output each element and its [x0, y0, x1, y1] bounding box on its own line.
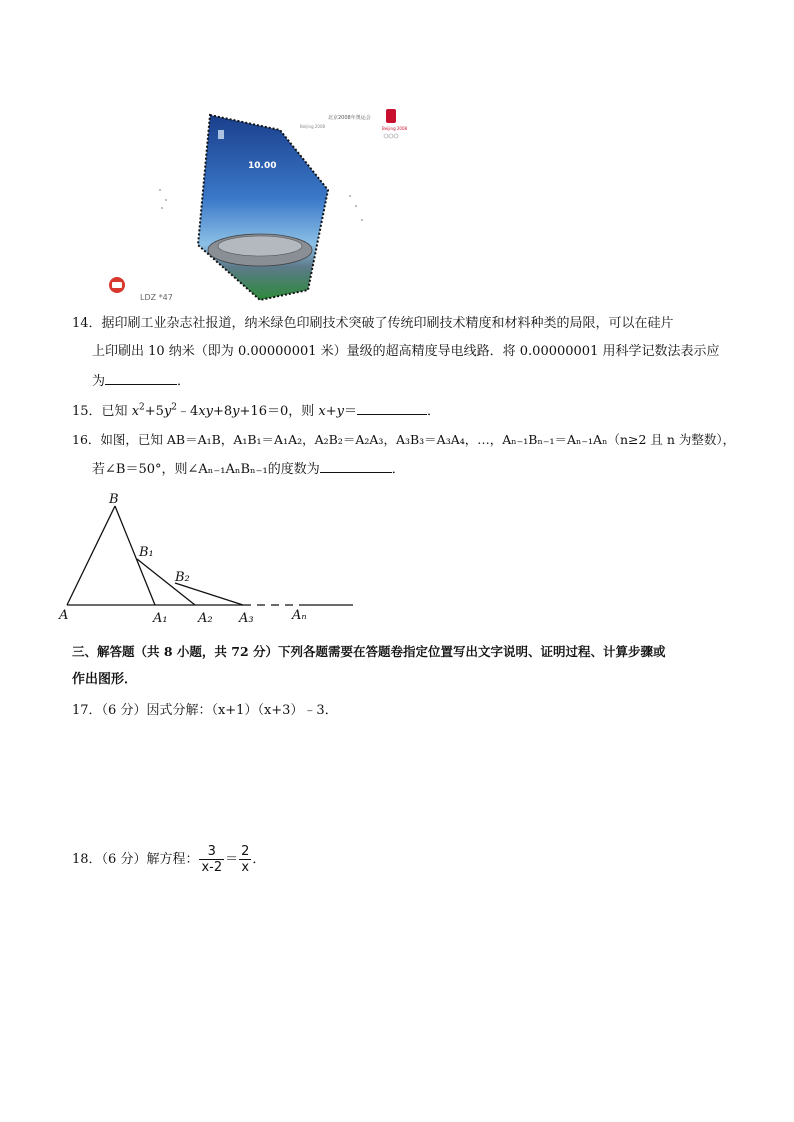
q14-line3 — [92, 370, 190, 392]
q18-fraction-left — [199, 844, 224, 875]
q18-end: ． — [252, 852, 266, 867]
q15-prefix: 15．已知 — [72, 404, 132, 419]
q18-equals: ＝ — [225, 852, 239, 867]
china-post-logo-icon — [109, 277, 125, 293]
q18-frac2-num: 2 — [241, 844, 250, 859]
q15-line — [72, 400, 440, 422]
label-B2: B₂ — [175, 570, 190, 585]
stamp-value: 10.00 — [248, 161, 277, 171]
q16-answer-blank[interactable] — [320, 458, 392, 473]
q16-line2-suffix: ． — [391, 462, 405, 477]
section3-line1: 三、解答题（共 8 小题，共 72 分）下列各题需要在答题卷指定位置写出文字说明、证明过程、计算步骤或 — [72, 644, 666, 659]
q14-line1: 14．据印刷工业杂志社报道，纳米绿色印刷技术突破了传统印刷技术精度和材料种类的局限，可以在硅片 — [72, 316, 674, 331]
q18-fraction-right — [239, 844, 251, 875]
q14-line2: 上印刷出 10 纳米（即为 0.00000001 米）量级的超高精度导电线路．将 0.00000001 用科学记数法表示应 — [92, 344, 720, 359]
sheet-code: LDZ *47 — [140, 293, 173, 302]
q18-frac2-den: x — [241, 860, 250, 875]
q14-line3-prefix: 为 — [92, 374, 106, 389]
label-A3: A₃ — [239, 611, 254, 626]
q15-suffix: ＝0，则 — [266, 404, 319, 419]
q15-equals: ＝ — [343, 404, 357, 419]
q16-line2 — [92, 458, 405, 480]
q17-line: 17．（6 分）因式分解：（x+1）（x+3）﹣3． — [72, 703, 338, 718]
q14-line3-suffix: ． — [177, 374, 191, 389]
stamp-sheet-graphic — [100, 100, 420, 305]
stamp-emblem-icon — [218, 130, 224, 139]
stamp-sheet — [100, 100, 420, 305]
segment-B2A3 — [175, 583, 243, 605]
label-A2: A₂ — [198, 611, 213, 626]
label-B: B — [109, 492, 119, 507]
q18-frac1-den: x-2 — [201, 860, 223, 875]
beijing-emblem-icon — [382, 109, 408, 138]
q18-line — [72, 840, 265, 880]
label-A: A — [59, 608, 69, 623]
q15-end: ． — [426, 404, 440, 419]
q18-prefix: 18．（6 分）解方程： — [72, 852, 199, 867]
label-B1: B₁ — [139, 545, 154, 560]
sheet-sub-text: Beijing 2008 — [300, 124, 326, 129]
q14-answer-blank[interactable] — [105, 370, 177, 385]
segment-AB — [67, 506, 115, 605]
triangle-figure — [55, 488, 365, 628]
label-A1: A₁ — [153, 611, 168, 626]
q15-expression: $x^2+5y^2﹣4xy+8y+16$ — [131, 402, 267, 419]
q15-answer-blank[interactable] — [357, 400, 427, 415]
q18-frac1-num: 3 — [207, 844, 216, 859]
label-An: Aₙ — [292, 608, 307, 623]
q16-line2-prefix: 若∠B＝50°，则∠Aₙ₋₁AₙBₙ₋₁的度数为 — [92, 462, 320, 477]
stamp-polygon — [198, 115, 328, 300]
emblem-caption: Beijing 2008 — [382, 126, 408, 131]
section3-line2: 作出图形． — [72, 672, 138, 687]
q15-sum: x+y — [318, 404, 344, 419]
q16-line1: 16．如图，已知 AB＝A₁B，A₁B₁＝A₁A₂，A₂B₂＝A₂A₃，A₃B₃＝A₃A₄，…，Aₙ₋₁Bₙ₋₁＝Aₙ₋₁Aₙ（n≥2 且 n 为整数）， — [72, 432, 736, 447]
sheet-top-text: 北京2008年奥运会 — [328, 115, 371, 121]
